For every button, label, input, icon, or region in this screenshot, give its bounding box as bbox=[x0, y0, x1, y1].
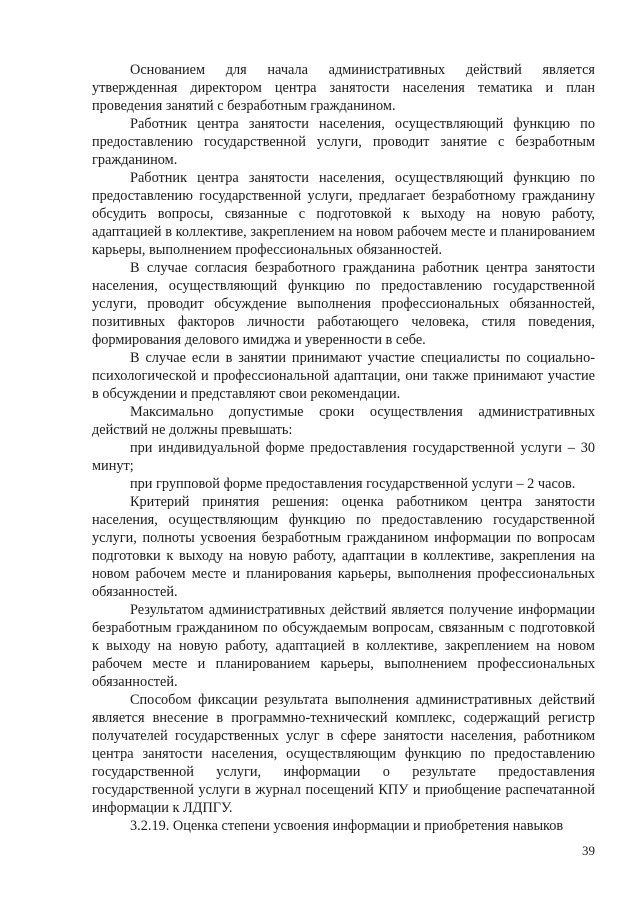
paragraph-conducts-session: Работник центра занятости населения, осуществляющий функцию по предоставлению государственной услуги, проводит занятие с безработным гражданином. bbox=[92, 116, 595, 168]
document-body bbox=[92, 61, 595, 835]
paragraph-result: Результатом административных действий является получение информации безработным гражданином по обсуждаемым вопросам, связанным с подготовкой к выходу на новую работу, адаптацией в коллективе, закреплением на новом рабочем месте и планированием карьеры, выполнением профессиональных обязанностей. bbox=[92, 602, 595, 690]
paragraph-discussion-offer: Работник центра занятости населения, осуществляющий функцию по предоставлению государственной услуги, предлагает безработному гражданину обсудить вопросы, связанные с подготовкой к выходу на новую работу, адаптацией в коллективе, закреплением на новом рабочем месте и планированием карьеры, выполнением профессиональных обязанностей. bbox=[92, 170, 595, 258]
paragraph-decision-criterion: Критерий принятия решения: оценка работником центра занятости населения, осуществляющим функцию по предоставлению государственной услуги, полноты усвоения безработным гражданином информации по вопросам подготовки к выходу на новую работу, адаптации в коллективе, закрепления на новом рабочем месте и планирования карьеры, выполнения профессиональных обязанностей. bbox=[92, 494, 595, 600]
paragraph-basis: Основанием для начала административных действий является утвержденная директором центра занятости населения тематика и план проведения занятий с безработным гражданином. bbox=[92, 62, 595, 114]
paragraph-group-form: при групповой форме предоставления государственной услуги – 2 часов. bbox=[130, 476, 576, 492]
paragraph-specialists: В случае если в занятии принимают участие специалисты по социально-психологической и профессиональной адаптации, они также принимают участие в обсуждении и представляют свои рекомендации. bbox=[92, 350, 595, 402]
paragraph-individual-form: при индивидуальной форме предоставления государственной услуги – 30 минут; bbox=[92, 440, 595, 474]
paragraph-max-time: Максимально допустимые сроки осуществления административных действий не должны превышать: bbox=[92, 404, 595, 438]
page-number: 39 bbox=[582, 843, 595, 858]
paragraph-recording-method: Способом фиксации результата выполнения административных действий является внесение в программно-технический комплекс, содержащий регистр получателей государственных услуг в сфере занятости населения, работником центра занятости населения, осуществляющим функцию по предоставлению государственной услуги, информации о результате предоставления государственной услуги в журнал посещений КПУ и приобщение распечатанной информации к ЛДПГУ. bbox=[92, 692, 595, 816]
paragraph-section-heading: 3.2.19. Оценка степени усвоения информации и приобретения навыков bbox=[130, 818, 564, 834]
paragraph-consent: В случае согласия безработного гражданина работник центра занятости населения, осуществляющий функцию по предоставлению государственной услуги, проводит обсуждение выполнения профессиональных обязанностей, позитивных факторов личности работающего человека, стиля поведения, формирования делового имиджа и уверенности в себе. bbox=[92, 260, 595, 348]
